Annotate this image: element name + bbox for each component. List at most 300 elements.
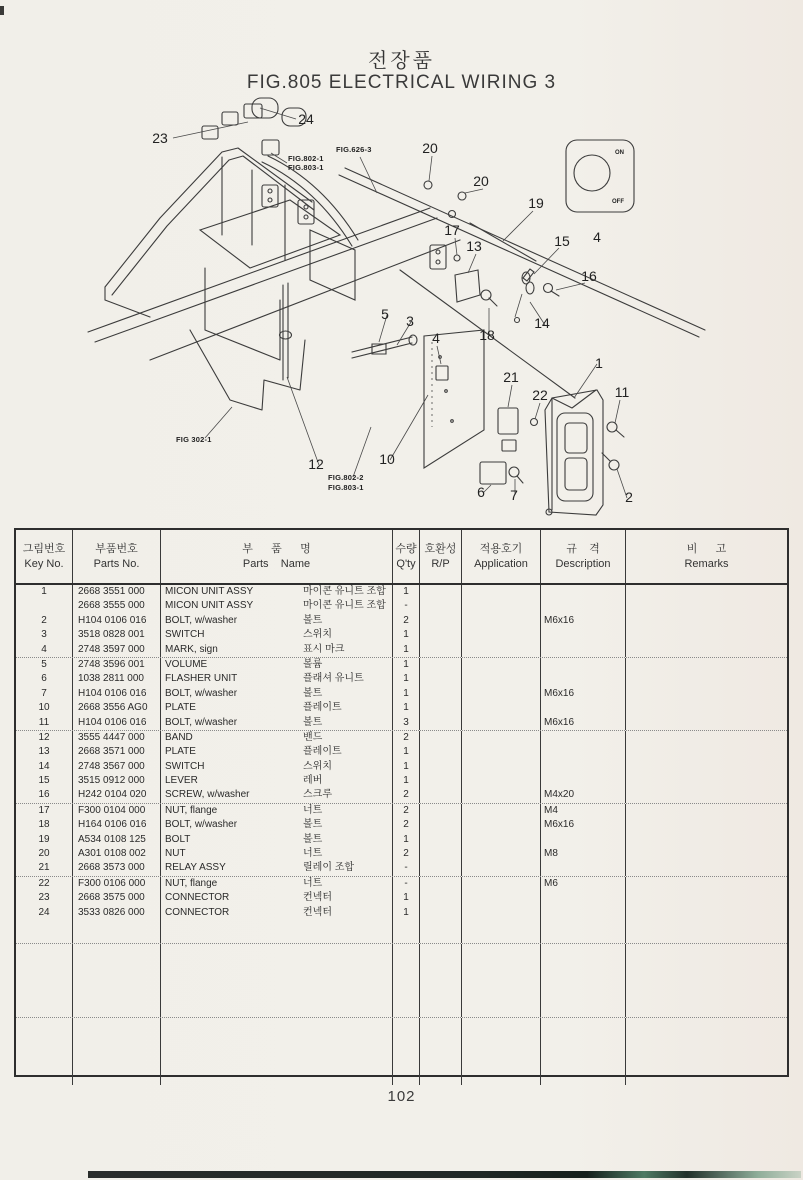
cell-key: 13 xyxy=(16,745,73,759)
cell-desc xyxy=(541,1018,626,1085)
cell-rp xyxy=(420,628,462,642)
part-name-en: BOLT, w/washer xyxy=(165,687,238,699)
cell-key: 15 xyxy=(16,774,73,788)
cell-name xyxy=(161,788,393,802)
cell-key: 5 xyxy=(16,658,73,672)
part-name-en: MICON UNIT ASSY xyxy=(165,600,254,612)
cell-part: H104 0106 016 xyxy=(73,687,161,701)
table-row xyxy=(16,585,787,599)
cell-qty: 2 xyxy=(393,731,420,745)
cell-part: A534 0108 125 xyxy=(73,833,161,847)
figure-reference-label: FIG.802-1 xyxy=(288,154,324,163)
cell-desc xyxy=(541,891,626,905)
cell-desc: M8 xyxy=(541,847,626,861)
cell-qty: - xyxy=(393,861,420,875)
cell-app xyxy=(462,788,541,802)
cell-name xyxy=(161,833,393,847)
header-key-no: 그림번호 Key No. xyxy=(16,530,73,583)
part-name-kr: 스크루 xyxy=(303,789,332,801)
table-row xyxy=(16,847,787,861)
callout-label: 13 xyxy=(466,238,482,254)
cell-desc xyxy=(541,585,626,599)
cell-rp xyxy=(420,599,462,613)
part-name-kr: 표시 마크 xyxy=(303,643,345,655)
part-name-kr: 마이콘 유니트 조합 xyxy=(303,586,386,597)
part-name-en: BOLT, w/washer xyxy=(165,716,238,728)
cell-name xyxy=(161,847,393,861)
cell-name xyxy=(161,877,393,891)
parts-table-body xyxy=(16,585,787,1077)
cell-rem xyxy=(626,944,787,1017)
cell-rem xyxy=(626,731,787,745)
cell-desc: M6 xyxy=(541,877,626,891)
cell-desc xyxy=(541,861,626,875)
cell-desc xyxy=(541,920,626,943)
cell-name xyxy=(161,614,393,628)
part-name-kr: 컨넥터 xyxy=(303,906,332,918)
cell-name xyxy=(161,891,393,905)
table-row xyxy=(16,657,787,672)
cell-desc: M4 xyxy=(541,804,626,818)
part-name-en: RELAY ASSY xyxy=(165,862,226,874)
part-name-kr: 볼트 xyxy=(303,716,323,728)
cell-desc xyxy=(541,774,626,788)
part-name-kr: 볼륨 xyxy=(303,658,323,670)
cell-part: 2668 3573 000 xyxy=(73,861,161,875)
table-row xyxy=(16,614,787,628)
cell-app xyxy=(462,658,541,672)
cell-qty: 1 xyxy=(393,891,420,905)
cell-desc xyxy=(541,672,626,686)
cell-app xyxy=(462,891,541,905)
parts-table-header xyxy=(16,530,787,585)
callout-label: 12 xyxy=(308,456,324,472)
cell-app xyxy=(462,944,541,1017)
cell-part xyxy=(73,920,161,943)
table-row xyxy=(16,861,787,875)
header-qty: 수량 Q'ty xyxy=(393,530,420,583)
cell-desc xyxy=(541,701,626,715)
cell-rem xyxy=(626,701,787,715)
callout-label: 22 xyxy=(532,387,548,403)
cell-rp xyxy=(420,643,462,657)
cell-qty: 2 xyxy=(393,847,420,861)
cell-key: 14 xyxy=(16,760,73,774)
cell-app xyxy=(462,760,541,774)
cell-part: A301 0108 002 xyxy=(73,847,161,861)
cell-name xyxy=(161,643,393,657)
dial-off-label: OFF xyxy=(612,199,624,205)
cell-app xyxy=(462,672,541,686)
scan-artifact-mark xyxy=(0,6,4,15)
cell-key: 6 xyxy=(16,672,73,686)
cell-rp xyxy=(420,788,462,802)
cell-rp xyxy=(420,774,462,788)
cell-rem xyxy=(626,891,787,905)
cell-qty: 1 xyxy=(393,833,420,847)
cell-key: 2 xyxy=(16,614,73,628)
cell-rem xyxy=(626,1018,787,1085)
table-row xyxy=(16,906,787,920)
cell-part: 3533 0826 000 xyxy=(73,906,161,920)
scan-artifact-bottom-edge xyxy=(88,1171,801,1178)
page-number: 102 xyxy=(387,1088,416,1105)
cell-desc xyxy=(541,944,626,1017)
cell-qty: 2 xyxy=(393,804,420,818)
cell-rp xyxy=(420,906,462,920)
cell-rem xyxy=(626,760,787,774)
cell-rp xyxy=(420,818,462,832)
part-name-en: PLATE xyxy=(165,702,196,714)
cell-desc xyxy=(541,643,626,657)
table-empty-row xyxy=(16,1017,787,1085)
cell-part: H242 0104 020 xyxy=(73,788,161,802)
cell-app xyxy=(462,701,541,715)
cell-part: 2748 3596 001 xyxy=(73,658,161,672)
cell-key xyxy=(16,599,73,613)
cell-desc: M4x20 xyxy=(541,788,626,802)
part-name-kr: 볼트 xyxy=(303,819,323,831)
cell-part: 3518 0828 001 xyxy=(73,628,161,642)
cell-app xyxy=(462,745,541,759)
callout-label: 20 xyxy=(422,140,438,156)
table-row xyxy=(16,599,787,613)
cell-key xyxy=(16,1018,73,1085)
callout-label: 14 xyxy=(534,315,550,331)
cell-rp xyxy=(420,804,462,818)
cell-rem xyxy=(626,643,787,657)
cell-qty: 1 xyxy=(393,585,420,599)
cell-qty: 1 xyxy=(393,628,420,642)
part-name-en: VOLUME xyxy=(165,658,208,670)
cell-rem xyxy=(626,658,787,672)
cell-desc xyxy=(541,833,626,847)
part-name-en: BOLT, w/washer xyxy=(165,614,238,626)
callout-label: 18 xyxy=(479,327,495,343)
cell-part: H164 0106 016 xyxy=(73,818,161,832)
cell-rem xyxy=(626,861,787,875)
cell-app xyxy=(462,920,541,943)
figure-reference-label: FIG.802-2 xyxy=(328,473,364,482)
cell-name xyxy=(161,716,393,730)
callout-label: 15 xyxy=(554,233,570,249)
part-name-en: SWITCH xyxy=(165,760,205,772)
cell-desc: M6x16 xyxy=(541,716,626,730)
table-row xyxy=(16,788,787,802)
table-row xyxy=(16,745,787,759)
exploded-parts-diagram xyxy=(0,95,803,528)
cell-key: 16 xyxy=(16,788,73,802)
callout-label: 11 xyxy=(614,384,630,400)
cell-part: 2668 3575 000 xyxy=(73,891,161,905)
callout-label: 24 xyxy=(298,111,314,127)
cell-key: 22 xyxy=(16,877,73,891)
cell-name xyxy=(161,861,393,875)
cell-rem xyxy=(626,716,787,730)
part-name-kr: 너트 xyxy=(303,877,323,889)
cell-rem xyxy=(626,818,787,832)
callout-label: 6 xyxy=(477,484,485,500)
cell-app xyxy=(462,585,541,599)
cell-key: 19 xyxy=(16,833,73,847)
part-name-en: LEVER xyxy=(165,775,198,787)
cell-key: 7 xyxy=(16,687,73,701)
cell-qty xyxy=(393,944,420,1017)
table-row xyxy=(16,818,787,832)
cell-rem xyxy=(626,672,787,686)
part-name-kr: 플레이트 xyxy=(303,746,342,758)
cell-name xyxy=(161,804,393,818)
cell-rp xyxy=(420,614,462,628)
part-name-en: NUT, flange xyxy=(165,804,218,816)
parts-table xyxy=(14,528,789,1077)
callout-label: 2 xyxy=(625,489,633,505)
cell-app xyxy=(462,877,541,891)
table-row xyxy=(16,803,787,818)
cell-qty: 2 xyxy=(393,818,420,832)
plate-panel xyxy=(424,330,484,468)
cell-part: 2668 3571 000 xyxy=(73,745,161,759)
part-name-en: NUT xyxy=(165,848,186,860)
part-name-en: BAND xyxy=(165,731,193,743)
part-name-en: SWITCH xyxy=(165,629,205,641)
cell-rp xyxy=(420,877,462,891)
cell-rp xyxy=(420,944,462,1017)
cell-app xyxy=(462,833,541,847)
cell-rem xyxy=(626,906,787,920)
cell-rp xyxy=(420,891,462,905)
part-name-en: FLASHER UNIT xyxy=(165,673,238,685)
part-name-kr: 플래셔 유니트 xyxy=(303,673,364,685)
cell-rem xyxy=(626,628,787,642)
cell-name xyxy=(161,774,393,788)
cell-part: 2668 3555 000 xyxy=(73,599,161,613)
cell-qty: 1 xyxy=(393,658,420,672)
cell-desc xyxy=(541,731,626,745)
table-row xyxy=(16,672,787,686)
cell-name xyxy=(161,599,393,613)
callout-label: 3 xyxy=(406,313,414,329)
cell-key: 10 xyxy=(16,701,73,715)
cell-app xyxy=(462,847,541,861)
callout-label: 1 xyxy=(595,355,603,371)
callout-label: 20 xyxy=(473,173,489,189)
header-remarks: 비 고 Remarks xyxy=(684,543,729,570)
part-name-en: BOLT, w/washer xyxy=(165,819,238,831)
cell-name xyxy=(161,731,393,745)
cell-qty: 1 xyxy=(393,906,420,920)
cell-app xyxy=(462,643,541,657)
cell-qty: 1 xyxy=(393,643,420,657)
page-title-figure: FIG.805 ELECTRICAL WIRING 3 xyxy=(246,72,557,93)
header-parts-name: 부 품 명 Parts Name xyxy=(161,530,393,583)
leader-lines xyxy=(173,108,627,498)
cell-qty: 1 xyxy=(393,672,420,686)
part-name-kr: 플레이트 xyxy=(303,702,342,714)
cell-qty: 1 xyxy=(393,745,420,759)
cell-qty: 2 xyxy=(393,788,420,802)
cell-qty: 1 xyxy=(393,774,420,788)
cell-rp xyxy=(420,585,462,599)
cell-qty: 1 xyxy=(393,687,420,701)
part-name-kr: 너트 xyxy=(303,848,323,860)
table-row xyxy=(16,730,787,745)
cell-rem xyxy=(626,614,787,628)
cell-name xyxy=(161,585,393,599)
table-row xyxy=(16,760,787,774)
cell-app xyxy=(462,599,541,613)
onoff-dial xyxy=(566,140,634,212)
part-name-kr: 너트 xyxy=(303,804,323,816)
part-name-en: SCREW, w/washer xyxy=(165,789,250,801)
frame-lines xyxy=(88,148,705,410)
cell-part: 3555 4447 000 xyxy=(73,731,161,745)
cell-rp xyxy=(420,745,462,759)
part-name-en: CONNECTOR xyxy=(165,892,230,904)
cell-qty: - xyxy=(393,877,420,891)
cell-key: 24 xyxy=(16,906,73,920)
cell-name xyxy=(161,818,393,832)
figure-reference-label: FIG.626-3 xyxy=(336,145,372,154)
cell-rp xyxy=(420,1018,462,1085)
table-row xyxy=(16,876,787,891)
callout-label: 21 xyxy=(503,369,519,385)
cell-rem xyxy=(626,774,787,788)
cell-rp xyxy=(420,847,462,861)
cell-qty: 2 xyxy=(393,614,420,628)
table-row xyxy=(16,891,787,905)
cell-rp xyxy=(420,701,462,715)
cell-desc xyxy=(541,760,626,774)
cell-rp xyxy=(420,861,462,875)
cell-app xyxy=(462,731,541,745)
cell-rem xyxy=(626,788,787,802)
cell-rem xyxy=(626,585,787,599)
part-name-en: BOLT xyxy=(165,833,191,845)
cell-desc: M6x16 xyxy=(541,687,626,701)
cell-qty: 3 xyxy=(393,716,420,730)
cell-key xyxy=(16,920,73,943)
cell-key: 18 xyxy=(16,818,73,832)
cell-app xyxy=(462,1018,541,1085)
cell-name xyxy=(161,745,393,759)
callout-label: 7 xyxy=(510,487,518,503)
part-name-kr: 릴레이 조합 xyxy=(303,862,355,874)
header-parts-no: 부품번호 Parts No. xyxy=(73,530,161,583)
part-name-kr: 레버 xyxy=(303,775,323,787)
cell-app xyxy=(462,906,541,920)
cell-rem xyxy=(626,877,787,891)
figure-reference-label: FIG.803-1 xyxy=(328,483,364,492)
part-name-kr: 볼트 xyxy=(303,833,323,845)
part-name-en: MICON UNIT ASSY xyxy=(165,586,254,597)
cell-rp xyxy=(420,716,462,730)
cell-key: 11 xyxy=(16,716,73,730)
cell-name xyxy=(161,658,393,672)
cell-rp xyxy=(420,833,462,847)
cell-rem xyxy=(626,847,787,861)
callout-label: 16 xyxy=(581,268,597,284)
cell-name xyxy=(161,687,393,701)
table-empty-row xyxy=(16,920,787,943)
callout-label: 4 xyxy=(593,229,601,245)
cell-desc xyxy=(541,906,626,920)
cell-name xyxy=(161,1018,393,1085)
cell-part: 1038 2811 000 xyxy=(73,672,161,686)
header-description: 규 격 Description xyxy=(541,530,626,583)
part-name-en: CONNECTOR xyxy=(165,906,230,918)
cell-key: 12 xyxy=(16,731,73,745)
cell-key: 17 xyxy=(16,804,73,818)
table-row xyxy=(16,833,787,847)
cell-key: 23 xyxy=(16,891,73,905)
part-name-kr: 볼트 xyxy=(303,614,323,626)
cell-app xyxy=(462,804,541,818)
table-row xyxy=(16,701,787,715)
cell-part: F300 0106 000 xyxy=(73,877,161,891)
cell-app xyxy=(462,628,541,642)
part-name-kr: 컨넥터 xyxy=(303,892,332,904)
cell-name xyxy=(161,760,393,774)
table-row xyxy=(16,643,787,657)
cell-name xyxy=(161,701,393,715)
part-name-en: NUT, flange xyxy=(165,877,218,889)
cell-app xyxy=(462,818,541,832)
cell-name xyxy=(161,672,393,686)
cell-qty: 1 xyxy=(393,760,420,774)
cell-rp xyxy=(420,658,462,672)
micon-unit-parts xyxy=(480,390,624,515)
part-name-kr: 스위치 xyxy=(303,629,332,641)
cell-qty xyxy=(393,1018,420,1085)
cell-rp xyxy=(420,920,462,943)
callout-label: 4 xyxy=(432,330,440,346)
cell-key: 4 xyxy=(16,643,73,657)
cell-desc: M6x16 xyxy=(541,818,626,832)
cell-name xyxy=(161,906,393,920)
table-row xyxy=(16,716,787,730)
cell-app xyxy=(462,614,541,628)
part-name-kr: 마이콘 유니트 조합 xyxy=(303,600,386,612)
callout-label: 5 xyxy=(381,306,389,322)
cell-rem xyxy=(626,745,787,759)
cell-desc xyxy=(541,599,626,613)
cell-app xyxy=(462,716,541,730)
cell-rem xyxy=(626,833,787,847)
table-row xyxy=(16,628,787,642)
cell-part: 2748 3597 000 xyxy=(73,643,161,657)
cell-part: H104 0106 016 xyxy=(73,614,161,628)
cell-rp xyxy=(420,731,462,745)
header-rp: 호환성 R/P xyxy=(420,530,462,583)
callout-label: 23 xyxy=(152,130,168,146)
cell-rp xyxy=(420,672,462,686)
figure-reference-label: FIG 302-1 xyxy=(176,435,212,444)
callout-label: 17 xyxy=(444,222,460,238)
page-title-korean: 전장품 xyxy=(368,50,435,72)
cell-app xyxy=(462,774,541,788)
cell-key: 21 xyxy=(16,861,73,875)
cell-part xyxy=(73,1018,161,1085)
part-name-kr: 스위치 xyxy=(303,760,332,772)
cell-rem xyxy=(626,687,787,701)
table-row xyxy=(16,687,787,701)
callout-label: 10 xyxy=(379,451,395,467)
cell-name xyxy=(161,944,393,1017)
part-name-en: PLATE xyxy=(165,746,196,758)
part-name-kr: 밴드 xyxy=(303,731,323,743)
cell-key: 3 xyxy=(16,628,73,642)
